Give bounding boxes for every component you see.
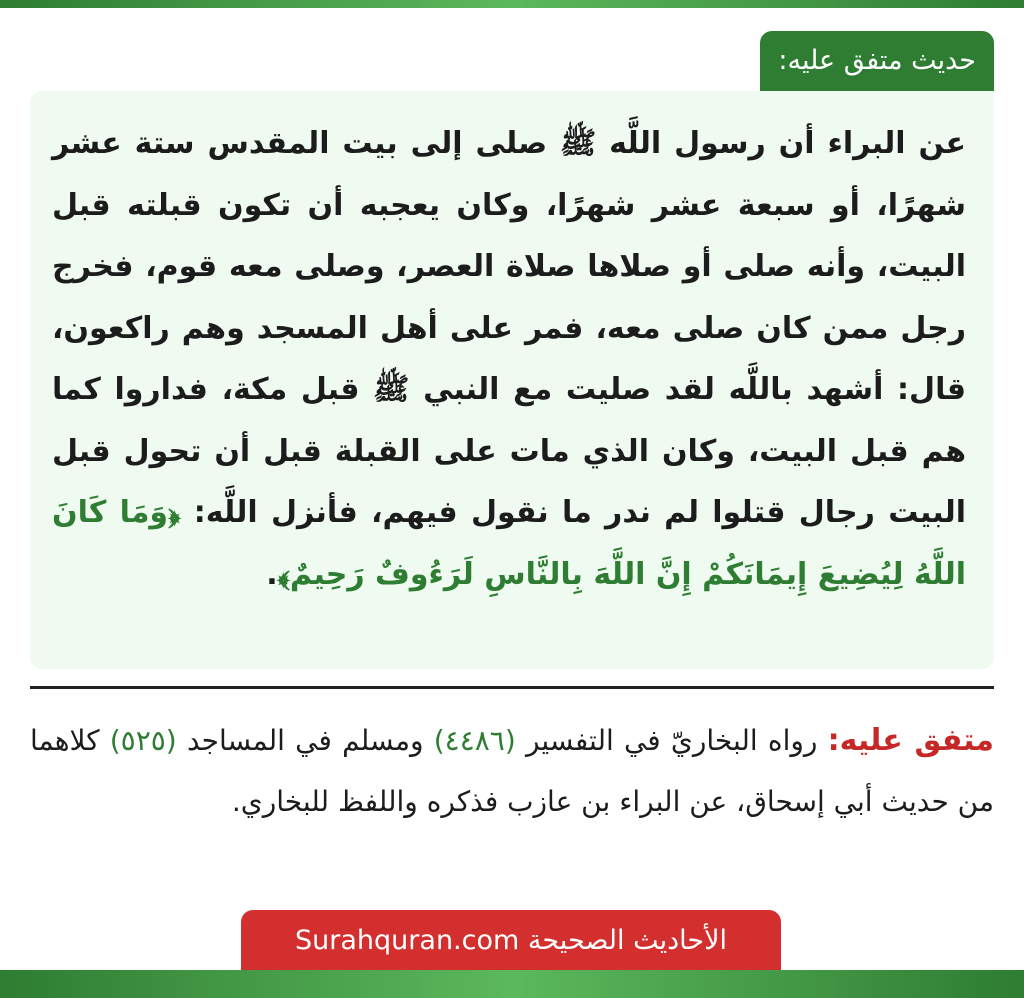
hadith-text: عن البراء أن رسول اللَّه ﷺ صلى إلى بيت المقدس ستة عشر شهرًا، أو سبعة عشر شهرًا، وكان يعجبه أن تكون قبلته قبل البيت، وأنه صلى أو صلاها صلاة العصر، وصلى معه قوم، فخرج رجل ممن كان صلى معه، فمر على أهل المسجد وهم راكعون، قال: أشهد باللَّه لقد صليت مع النبي ﷺ قبل مكة، فداروا كما هم قبل البيت، وكان الذي مات على القبلة قبل أن تحول قبل البيت رجال قتلوا لم ندر ما نقول فيهم، فأنزل اللَّه: <box>52 126 966 530</box>
muslim-ref-number: (٥٢٥) <box>109 724 177 757</box>
takhrij-part-1: رواه البخاريّ في التفسير <box>515 724 828 757</box>
takhrij-paragraph <box>30 710 994 832</box>
bukhari-ref-number: (٤٤٨٦) <box>433 724 516 757</box>
takhrij-part-3: كلاهما من حديث أبي إسحاق، عن البراء بن عازب فذكره واللفظ للبخاري. <box>30 724 994 818</box>
section-divider <box>30 686 994 689</box>
hadith-text-box <box>30 91 994 669</box>
hadith-end-period: . <box>266 556 278 592</box>
site-badge: الأحاديث الصحيحة Surahquran.com <box>241 910 781 970</box>
hadith-type-label: حديث متفق عليه: <box>760 31 994 91</box>
takhrij-label: متفق عليه: <box>827 723 995 758</box>
quran-verse: ﴿وَمَا كَانَ اللَّهُ لِيُضِيعَ إِيمَانَكُمْ إِنَّ اللَّهَ بِالنَّاسِ لَرَءُوفٌ رَحِيمٌ﴾ <box>52 495 966 592</box>
takhrij-part-2: ومسلم في المساجد <box>176 724 434 757</box>
top-accent-bar <box>0 0 1024 8</box>
bottom-accent-bar <box>0 970 1024 998</box>
